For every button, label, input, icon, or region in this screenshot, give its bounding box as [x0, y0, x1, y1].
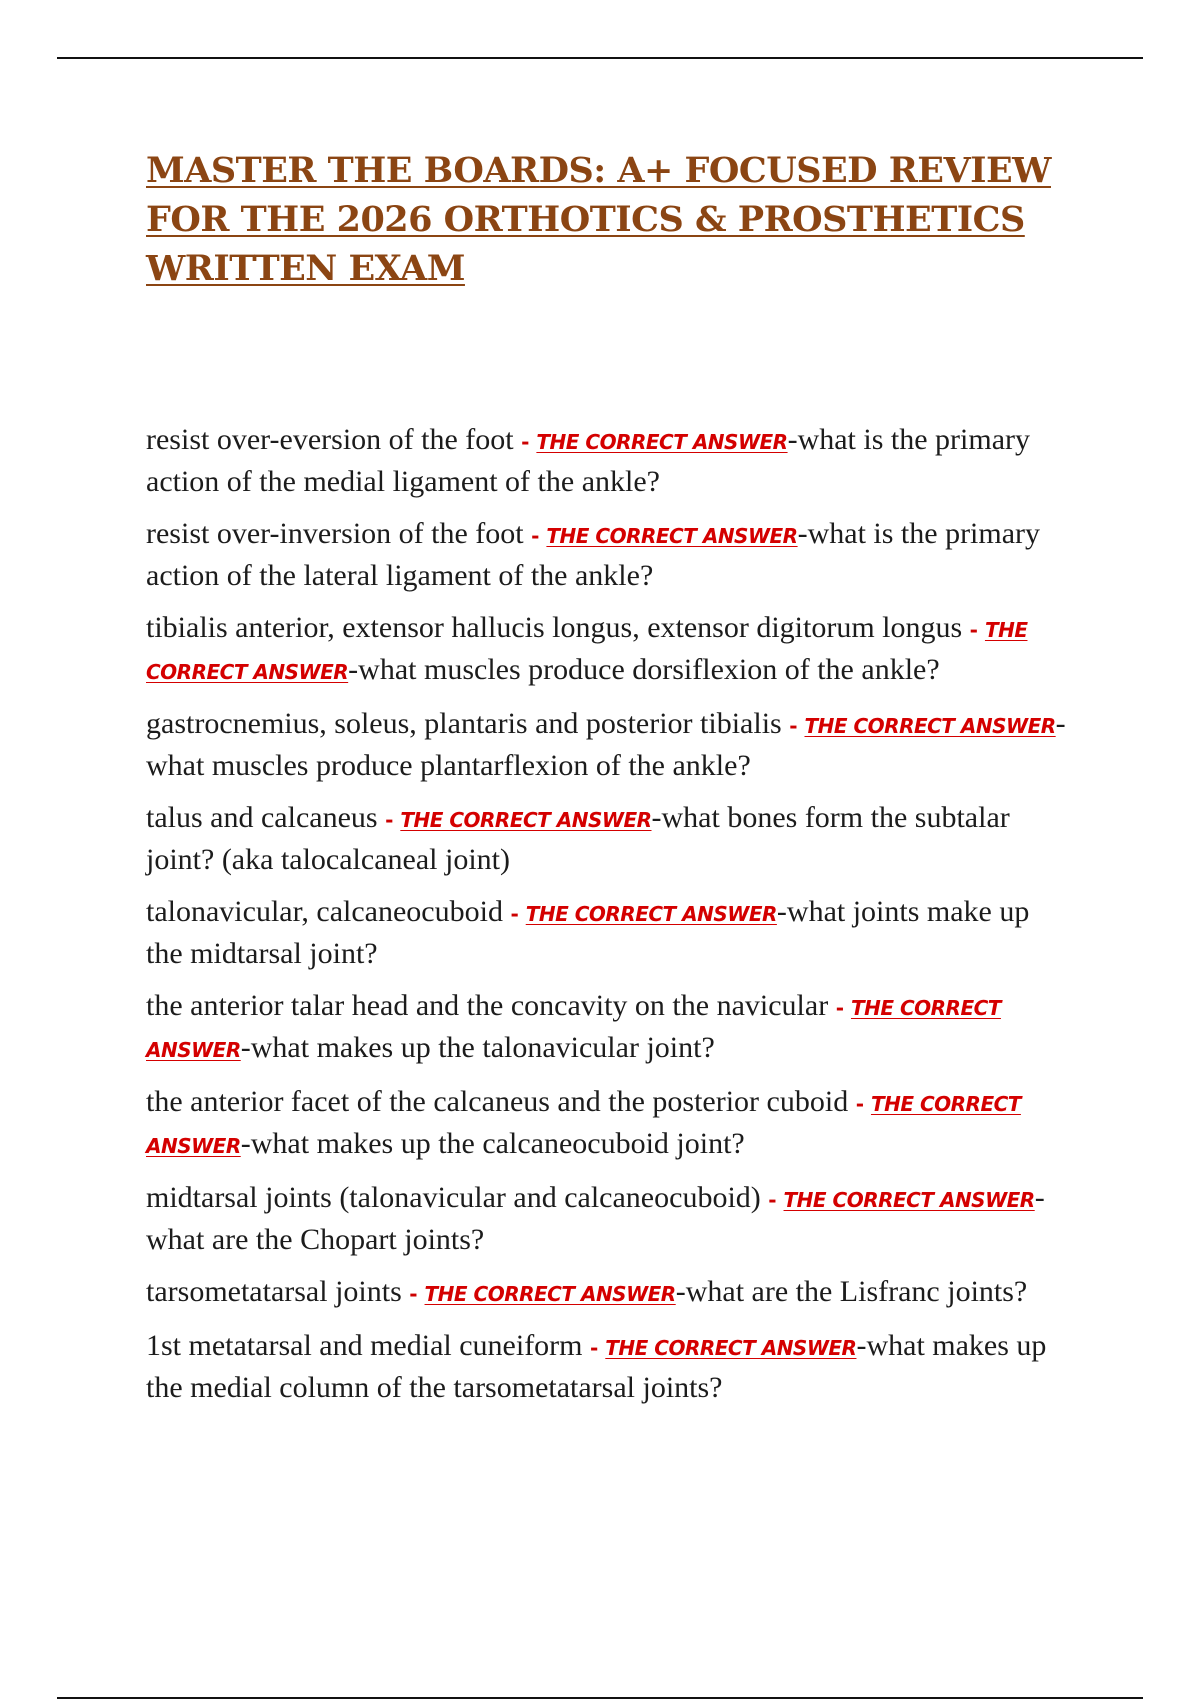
qa-answer: talus and calcaneus [146, 801, 378, 834]
qa-answer: tibialis anterior, extensor hallucis longus, extensor digitorum longus [146, 611, 963, 644]
qa-separator: - [590, 1336, 606, 1360]
correct-answer-marker: THE CORRECT ANSWER [146, 618, 1028, 684]
qa-answer: gastrocnemius, soleus, plantaris and posterior tibialis [146, 707, 782, 740]
correct-answer-marker: THE CORRECT ANSWER [146, 996, 1001, 1062]
qa-answer: talonavicular, calcaneocuboid [146, 895, 503, 928]
qa-separator: - [969, 618, 985, 642]
qa-item [146, 420, 1066, 502]
qa-trail: - [240, 1031, 251, 1064]
qa-item [146, 608, 1066, 692]
qa-question: what makes up the talonavicular joint? [250, 1031, 715, 1064]
qa-trail: - [797, 517, 808, 550]
qa-answer: resist over-inversion of the foot [146, 517, 524, 550]
qa-answer: tarsometatarsal joints [146, 1275, 402, 1308]
qa-separator: - [855, 1092, 871, 1116]
qa-separator: - [835, 996, 851, 1020]
top-rule [57, 57, 1143, 59]
qa-item [146, 1082, 1066, 1166]
qa-answer: midtarsal joints (talonavicular and calcaneocuboid) [146, 1181, 761, 1214]
qa-trail: - [1055, 707, 1066, 740]
qa-trail: - [1034, 1181, 1045, 1214]
qa-question: what are the Chopart joints? [146, 1223, 485, 1256]
qa-item [146, 514, 1066, 596]
qa-answer: the anterior talar head and the concavity on the navicular [146, 989, 829, 1022]
qa-item [146, 1272, 1066, 1314]
qa-question: what muscles produce plantarflexion of the ankle? [146, 749, 751, 782]
qa-answer: resist over-eversion of the foot [146, 423, 514, 456]
qa-item [146, 986, 1066, 1070]
qa-separator: - [510, 902, 526, 926]
correct-answer-marker: THE CORRECT ANSWER [536, 430, 788, 454]
bottom-rule [57, 1697, 1143, 1699]
qa-item [146, 704, 1066, 786]
qa-separator: - [409, 1282, 425, 1306]
qa-separator: - [789, 714, 805, 738]
qa-item [146, 1326, 1066, 1408]
correct-answer-marker: THE CORRECT ANSWER [424, 1282, 676, 1306]
qa-item [146, 798, 1066, 880]
qa-trail: - [240, 1127, 251, 1160]
qa-separator: - [521, 430, 537, 454]
qa-question: what are the Lisfranc joints? [685, 1275, 1028, 1308]
correct-answer-marker: THE CORRECT ANSWER [783, 1188, 1035, 1212]
qa-question: what makes up the calcaneocuboid joint? [250, 1127, 745, 1160]
qa-item [146, 1178, 1066, 1260]
qa-answer: the anterior facet of the calcaneus and the posterior cuboid [146, 1085, 849, 1118]
qa-separator: - [768, 1188, 784, 1212]
qa-trail: - [787, 423, 798, 456]
qa-question: what is the primary action of the medial ligament of the ankle? [146, 423, 1031, 498]
correct-answer-marker: THE CORRECT ANSWER [525, 902, 777, 926]
qa-trail: - [776, 895, 787, 928]
qa-question: what joints make up the midtarsal joint? [146, 895, 1030, 970]
correct-answer-marker: THE CORRECT ANSWER [605, 1336, 857, 1360]
qa-separator: - [385, 808, 401, 832]
qa-question: what makes up the medial column of the tarsometatarsal joints? [146, 1329, 1047, 1404]
qa-item [146, 892, 1066, 974]
correct-answer-marker: THE CORRECT ANSWER [400, 808, 652, 832]
qa-separator: - [531, 524, 547, 548]
correct-answer-marker: THE CORRECT ANSWER [146, 1092, 1021, 1158]
qa-trail: - [675, 1275, 686, 1308]
correct-answer-marker: THE CORRECT ANSWER [804, 714, 1056, 738]
qa-question: what is the primary action of the lateral ligament of the ankle? [146, 517, 1041, 592]
qa-trail: - [856, 1329, 867, 1362]
qa-question: what bones form the subtalar joint? (aka talocalcaneal joint) [146, 801, 1010, 876]
qa-trail: - [651, 801, 662, 834]
qa-question: what muscles produce dorsiflexion of the ankle? [358, 653, 940, 686]
qa-answer: 1st metatarsal and medial cuneiform [146, 1329, 583, 1362]
qa-list [146, 420, 1066, 1420]
document-title: MASTER THE BOARDS: A+ FOCUSED REVIEW FOR THE 2026 ORTHOTICS & PROSTHETICS WRITTEN EXAM [146, 150, 1051, 289]
qa-trail: - [348, 653, 359, 686]
correct-answer-marker: THE CORRECT ANSWER [546, 524, 798, 548]
